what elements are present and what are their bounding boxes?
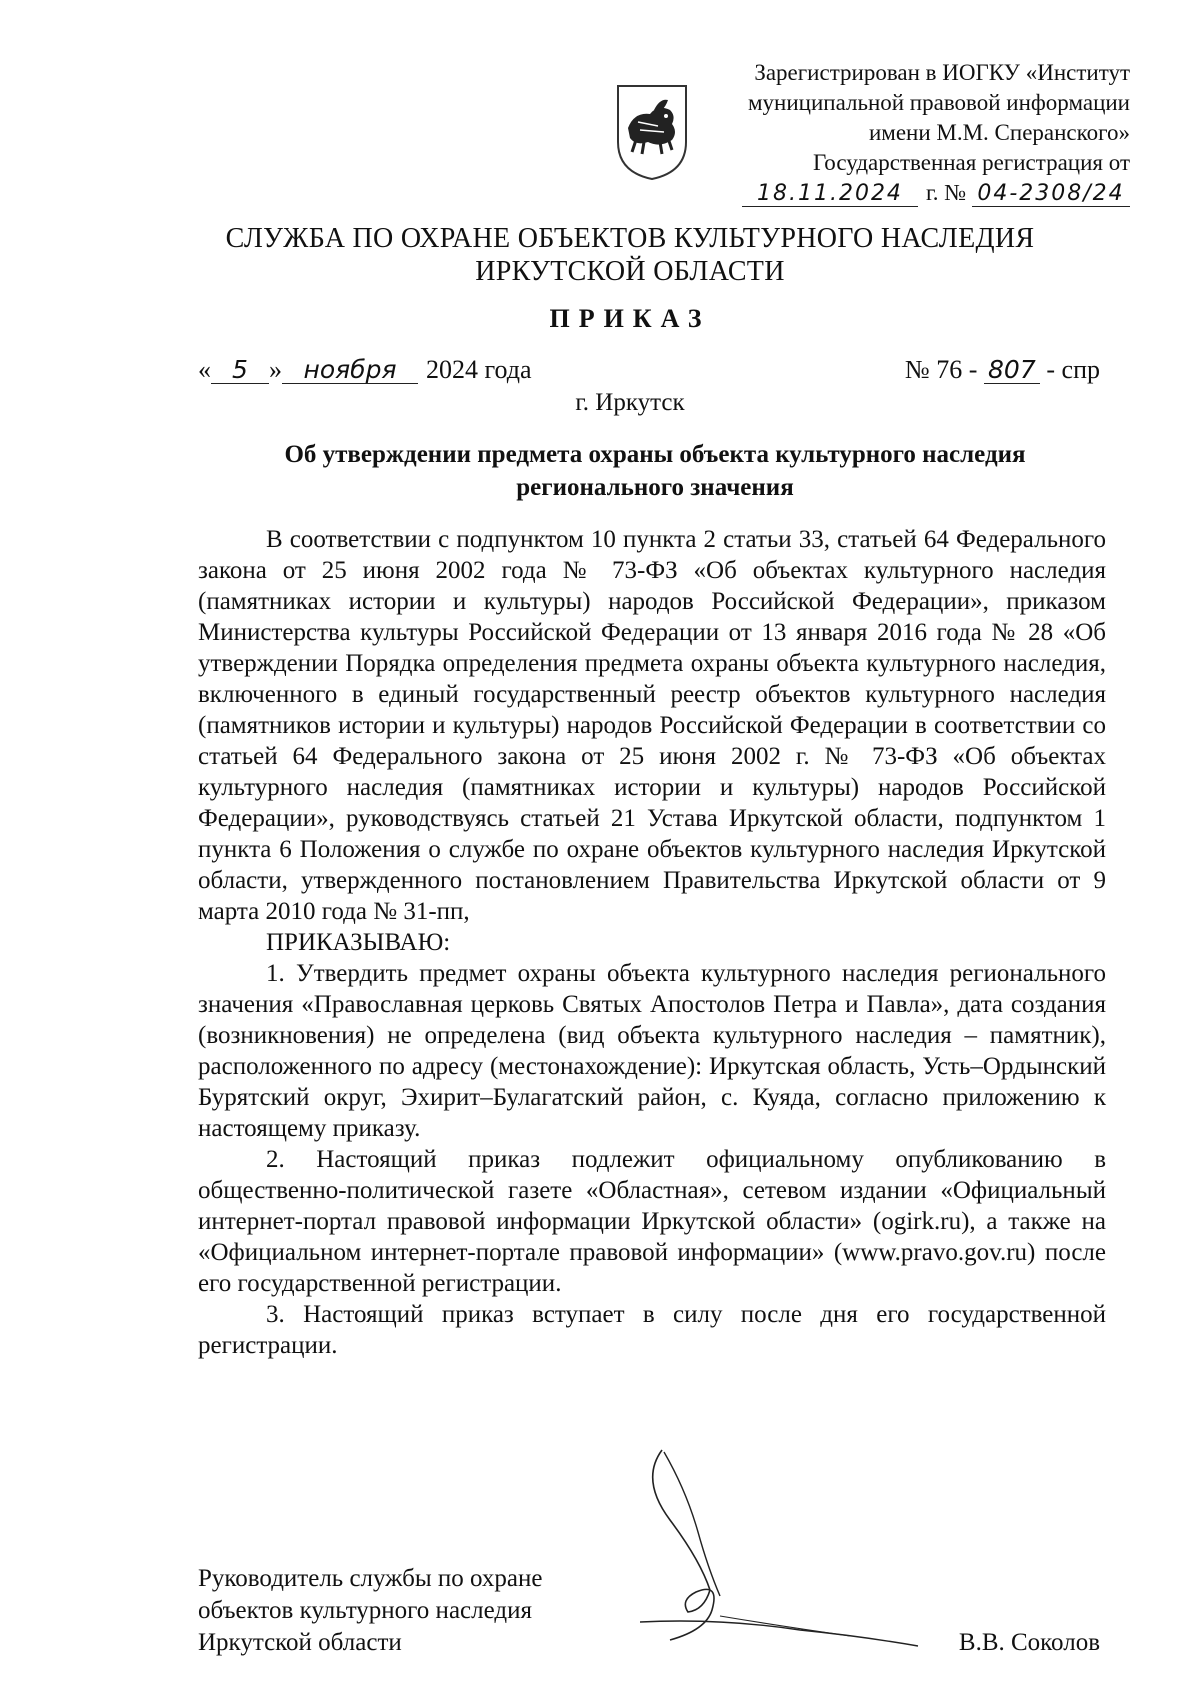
subject-line-2: регионального значения [516, 474, 794, 501]
order-item-2: 2. Настоящий приказ подлежит официальному опубликованию в общественно-политической газете «Областная», сетевом издании «Официальный интернет-портал правовой информации Иркутской области» (ogirk.ru), а также на «Официальном интернет-портале правовой информации» (www.pravo.gov.ru) после его государственной регистрации. [198, 1146, 1106, 1297]
order-word: ПРИКАЗЫВАЮ: [266, 929, 451, 956]
irkutsk-coat-of-arms-icon [614, 82, 690, 182]
registration-number-prefix: г. № [925, 180, 967, 205]
signer-position-line-2: объектов культурного наследия [198, 1597, 532, 1624]
registration-block [690, 58, 1130, 208]
registration-line-1: Зарегистрирован в ИОГКУ «Институт [754, 60, 1130, 85]
subject-line-1: Об утверждении предмета охраны объекта культурного наследия [284, 441, 1026, 468]
quote-close: » [269, 355, 282, 384]
order-subject [200, 438, 1110, 504]
order-number-handwritten: 807 [984, 357, 1040, 384]
agency-line-2: ИРКУТСКОЙ ОБЛАСТИ [475, 256, 785, 287]
registration-line-4: Государственная регистрация от [813, 150, 1130, 175]
order-date [198, 353, 532, 387]
agency-title [150, 222, 1110, 288]
registration-line-3: имени М.М. Сперанского» [868, 120, 1130, 145]
quote-open: « [198, 355, 211, 384]
registration-line-2: муниципальной правовой информации [747, 90, 1130, 115]
signer-position-line-1: Руководитель службы по охране [198, 1565, 543, 1592]
registration-date: 18.11.2024 [742, 182, 918, 207]
agency-line-1: СЛУЖБА ПО ОХРАНЕ ОБЪЕКТОВ КУЛЬТУРНОГО НАСЛЕДИЯ [225, 223, 1035, 254]
registration-number: 04-2308/24 [972, 182, 1130, 207]
signer-name: В.В. Соколов [958, 1629, 1100, 1656]
city: г. Иркутск [575, 389, 685, 416]
preamble-paragraph: В соответствии с подпунктом 10 пункта 2 статьи 33, статьей 64 Федерального закона от 25 июня 2002 года № 73-ФЗ «Об объектах культурного наследия (памятниках истории и культуры) народов Российской Федерации», приказом Министерства культуры Российской Федерации от 13 января 2016 года № 28 «Об утверждении Порядка определения предмета охраны объекта культурного наследия, включенного в единый государственный реестр объектов культурного наследия (памятников истории и культуры) народов Российской Федерации в соответствии со статьей 64 Федерального закона от 25 июня 2002 г. № 73-ФЗ «Об объектах культурного наследия (памятниках истории и культуры) народов Российской Федерации», руководствуясь статьей 21 Устава Иркутской области, подпунктом 1 пункта 6 Положения о службе по охране объектов культурного наследия Иркутской области, утвержденного постановлением Правительства Иркутской области от 9 марта 2010 года № 31-пп, [198, 526, 1106, 925]
order-number-prefix: № 76 - [904, 355, 978, 384]
order-item-3: 3. Настоящий приказ вступает в силу после дня его государственной регистрации. [198, 1301, 1106, 1359]
order-day: 5 [211, 357, 269, 384]
registration-date-line [690, 178, 1130, 208]
order-year: 2024 года [426, 355, 532, 384]
order-month: ноября [282, 357, 418, 384]
order-item-1: 1. Утвердить предмет охраны объекта культурного наследия регионального значения «Православная церковь Святых Апостолов Петра и Павла», дата создания (возникновения) не определена (вид объекта культурного наследия – памятник), расположенного по адресу (местонахождение): Иркутская область, Усть–Ордынский Бурятский округ, Эхирит–Булагатский район, с. Куяда, согласно приложению к настоящему приказу. [198, 960, 1106, 1142]
signer-position [198, 1563, 542, 1659]
order-number [905, 353, 1100, 387]
document-type: ПРИКАЗ [549, 304, 711, 333]
signer-position-line-3: Иркутской области [198, 1629, 402, 1656]
order-number-suffix: - спр [1046, 355, 1100, 384]
handwritten-signature-icon [600, 1440, 920, 1670]
order-body [198, 524, 1106, 1361]
